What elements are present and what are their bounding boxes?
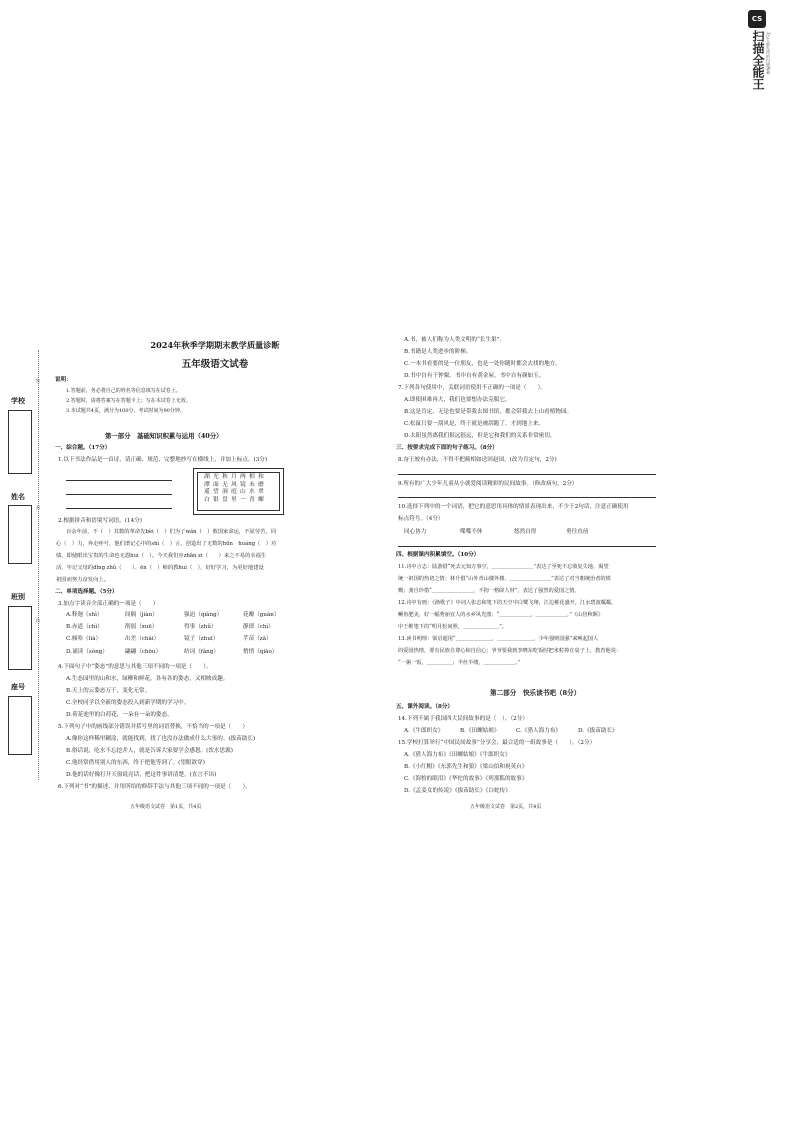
question-14: 14.下列不属于我国四大民间故事的是（ ）。（2分） [398, 716, 528, 722]
question-15: 15.学校打算举行“中国民间故事”分享会，最合适的一组故事是（ ）。（2分） [398, 740, 596, 746]
word-choice: 悠然自得 [514, 529, 537, 535]
section-2-heading: 二、单项选择题。（5分） [55, 589, 118, 595]
option: D.诵读（sòng） [66, 649, 108, 655]
seat-box [8, 696, 32, 755]
option: 芊苗（zā） [243, 636, 272, 642]
option: 翩翩（chōu） [125, 649, 162, 655]
answer-line [398, 497, 656, 498]
answer-line [66, 480, 172, 481]
question-2: 2.根据拼音和语境写词语。(14分) [58, 518, 142, 524]
option: 镜子（zhuī） [184, 636, 219, 642]
question-6: 6.下列对“书”的描述，并用所给的修辞手法与其他三项不同的一项是（ ）。 [58, 784, 251, 790]
option: A.《牛郎织女》 [404, 728, 444, 734]
option: D.他的话好像打开天窗说亮话，把这件事讲清楚。(直言不讳) [66, 772, 217, 778]
option: 间隔（jiàn） [125, 612, 158, 618]
scanner-brand-name: 扫描全能王 [751, 30, 765, 90]
answer-line [66, 494, 172, 495]
option: B.书籍是人类进步的阶梯。 [404, 349, 472, 355]
option: D.荷花池里的白荷花，一朵有一朵的姿态。 [66, 712, 173, 718]
option: 静即（chì） [243, 624, 274, 630]
scanner-tagline: 3亿人都在用的扫描App [766, 32, 771, 75]
option: C.他经常借用别人的东西，终于把他等到了。(望眼欲穿) [66, 760, 205, 766]
option: 得事（zhǔ） [184, 624, 217, 630]
seat-label: 座号 [11, 683, 25, 691]
option: D.书中自有千钟粟，书中自有黄金屋，书中自有颜如玉。 [404, 373, 545, 379]
question-13: 13.读书明理：梁启超用“＿＿＿＿＿＿＿，＿＿＿＿＿＿＿，少年强则国强”来唤起国人 [398, 636, 599, 642]
question-2-text: 心（ ）力，奔走呼号，他们谱记心中的shì（ ）言，创造出了无数的hūn huáng（ ）功 [56, 541, 277, 547]
option: 悄悄（qiāo） [243, 649, 278, 655]
note-line: 1.答题前，务必将自己的姓名等信息填写在试卷上。 [66, 388, 181, 394]
seal-mark: 封 [36, 505, 40, 510]
question-2-text: 百余年前，不（ ）其数的革命先bèi（ ）们为了wán（ ）救国家命运，不屈劳苦，同 [66, 529, 277, 535]
seal-mark: 密 [36, 378, 40, 383]
question-9: 9.所有的广大少年儿童从小就爱阅读精彩的民间故事。（修改病句，2分） [398, 481, 578, 487]
section-4-heading: 四、根据课内积累填空。（10分） [396, 552, 480, 558]
question-7: 7.下列各句使用中，关联词语使用不正确的一项是（ ）。 [398, 385, 546, 391]
option: 强迫（qiǎng） [184, 612, 223, 618]
seal-dotted-line [38, 350, 39, 780]
question-4: 4.下面句子中“姿态”的意思与其他三项不同的一项是（ ）。 [58, 664, 212, 670]
exam-subtitle: 五年级语文试卷 [181, 359, 249, 370]
option: B.俗话说，吃水不忘挖井人，就是告诉大家要学会感恩。(饮水思源) [66, 748, 233, 754]
question-2-text: 活，牢记父母的dīng zhǔ（ ）、ēn（ ）师的教huì（ ），好好学习，为更好地建设 [56, 565, 264, 571]
option: B.《小红帽》《东郭先生和狼》《梁山伯和祝英台》 [404, 764, 528, 770]
section-5-heading: 五、课外阅读。（8分） [396, 704, 454, 710]
question-13-cont: 的爱国热情，要有民族自尊心和自信心；爷爷要我到李晓东吃饭时把米粒掉在桌子上，教育他说： [398, 648, 622, 654]
question-1: 1.以下书法作品是一首诗，请正确、规范、完整地抄写在横线上，并加上标点。(3分) [58, 457, 268, 463]
seal-mark: 线 [36, 618, 40, 623]
page-footer: 五年级语文试卷 第2页，共4页 [470, 804, 542, 810]
school-label: 学校 [11, 397, 25, 405]
question-12-cont: 鳜鱼肥美，好一幅秀丽宜人的水乡风光图；“＿＿＿＿＿＿，＿＿＿＿＿＿。”《山居秋暝》 [398, 612, 604, 618]
option: C.《猎人海力布》 [516, 728, 562, 734]
option: D.《孟姜女的传说》《拔苗助长》《白蛇传》 [404, 788, 511, 794]
option: B.《田螺姑娘》 [460, 728, 500, 734]
calligraphy-line: 遥望洞庭山水翠 [204, 489, 267, 495]
scanner-logo [748, 10, 770, 138]
option: C.松鼠只要一刮风是，终于就是被刮跑了，才到地上来。 [404, 421, 545, 427]
section-1-heading: 一、综合题。（17分） [55, 445, 111, 451]
word-choice: 同心协力 [404, 529, 427, 535]
cs-logo-icon: CS [748, 10, 766, 28]
calligraphy-line: 湖光秋月两相和 [204, 474, 267, 480]
option: C.全校同学以全新的姿态投入到新学期的学习中。 [66, 700, 190, 706]
exam-title: 2024年秋季学期期末教学质量诊断 [150, 340, 280, 350]
school-box [8, 410, 32, 474]
option: 削弱（xuē） [125, 624, 158, 630]
option: B.这是肯定，无论也要是带我去图书馆，都会带我去上山看植物园。 [404, 409, 573, 415]
notes-title: 说明： [55, 377, 72, 383]
calligraphy-line: 白银盘里一青螺 [204, 496, 267, 503]
question-11-cont: 统一祖国的热切之情；林升借“山外青山楼外楼，＿＿＿＿＿＿＿＿”表达了对当朝统治者的愤 [398, 576, 611, 582]
note-line: 2.答题时，请将答案写在答题卡上；写在本试卷上无效。 [66, 398, 191, 404]
option: 花瓣（guǎn） [243, 612, 280, 618]
class-box [8, 606, 32, 670]
question-8: 8.奋王皎有办法，不得不把蔺相如送回赵国。(改为肯定句，2分) [398, 457, 557, 463]
option: C.一本书看要的是一位朋友，也是一处你随时都会去找的地方。 [404, 361, 561, 367]
section-3-heading: 三、按要求完成下面的句子练习。（8分） [396, 445, 498, 451]
calligraphy-box [193, 468, 284, 515]
question-3: 3.加点字读音全部正确的一项是（ ） [58, 601, 159, 607]
option: D.太阳虽然离我们很远很远，但是它和我们的关系非常密切。 [404, 433, 556, 439]
option: 出差（chāi） [125, 636, 160, 642]
option: A.《猎人海力布》《田螺姑娘》《牛郎织女》 [404, 752, 511, 758]
question-10: 10.选择下列中的一个词语，把它的意思用具体的情景表现出来，不少于2句话，注意正确使用 [398, 504, 629, 510]
part1-heading: 第一部分 基础知识积累与运用（40分） [105, 432, 223, 440]
question-2-text: 绩，即使眼出宝贵的生命也无怨hui（ ）。今天我们应zhān zi（ ）来之不易的幸福生 [56, 553, 267, 559]
option: A.释迦（shì） [66, 612, 103, 618]
class-label: 班别 [11, 593, 25, 601]
option: C.《海豹的眼泪》《华佗的故事》《列那狐的故事》 [404, 776, 528, 782]
answer-line [398, 546, 656, 547]
option: A.即使困难再大，我们也要想办法克服它。 [404, 397, 511, 403]
question-13-cont: “一粥一饭，＿＿＿＿＿；半丝半缕，＿＿＿＿＿＿。” [398, 660, 521, 666]
part2-heading: 第二部分 快乐读书吧（8分） [490, 689, 581, 697]
option: D.《拔苗助长》 [578, 728, 618, 734]
word-choice: 勇往直前 [566, 529, 589, 535]
option: B.赤道（chì） [66, 624, 103, 630]
name-box [8, 505, 32, 564]
option: A.书，被人们称为人类文明的“长生果”。 [404, 337, 506, 343]
option: 纺词（fǎng） [184, 649, 219, 655]
question-11-cont: 慨；龚自珍借“＿＿＿＿＿＿＿＿，不拘一格降人材”，表达了强烈的爱国之情。 [398, 588, 580, 594]
question-12-cont: 中王维笔下的“明月松间照，＿＿＿＿＿＿＿”。 [398, 624, 508, 630]
option: B.天上的云姿态万千，变化无常。 [66, 688, 151, 694]
question-12: 12.诗中有画：《渔歌子》中词人张志和笔下的天空中白鹭飞翔，江边桃花盛开，江水碧波粼粼， [398, 600, 617, 606]
option: A.生态园里的山和水，绿柳和鲜花，各有各的姿态，又相映成趣。 [66, 676, 229, 682]
question-11: 11.诗中言志：陆游借“死去元知万事空，＿＿＿＿＿＿＿＿”表达了至死不忘收复失地、渴望 [398, 564, 609, 570]
answer-line [66, 508, 172, 509]
name-label: 姓名 [11, 493, 25, 501]
question-10-cont: 标点符号。（4分） [398, 516, 444, 522]
answer-line [398, 474, 656, 475]
question-5: 5.下列句子中的画线部分错误并括号里的词语替换，不恰当的一项是（ ） [58, 724, 248, 730]
option: C.倾哈（lià） [66, 636, 102, 642]
calligraphy-line: 潭面无风镜未磨 [204, 481, 267, 488]
option: A.像你这样稀里糊涂，就能找到，找了也没办法做成什么大事的。(拔苗助长) [66, 736, 256, 742]
note-line: 3.本试题共4页，满分为100分，考试时间为90分钟。 [66, 408, 185, 414]
question-2-text: 祖国而努力奋发向上。 [56, 577, 109, 583]
word-choice: 喋喋不休 [460, 529, 483, 535]
page-footer: 五年级语文试卷 第1页，共4页 [130, 804, 202, 810]
